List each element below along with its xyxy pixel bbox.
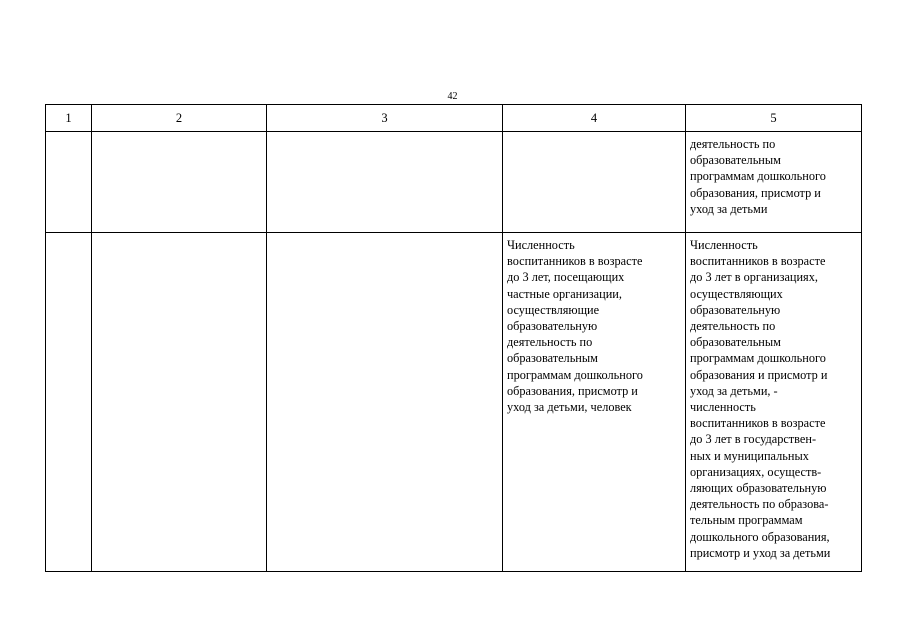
column-header-2: 2 <box>92 105 267 132</box>
document-table <box>45 104 862 572</box>
table-cell-col2 <box>92 132 267 233</box>
cell-text: деятельность по образовательным программам дошкольного образования, присмотр и уход за детьми <box>690 137 826 216</box>
table-cell-col1 <box>46 132 92 233</box>
table-row <box>46 233 862 572</box>
table-cell-col3 <box>267 132 503 233</box>
column-header-1: 1 <box>46 105 92 132</box>
table-header-row <box>46 105 862 132</box>
cell-text: Численность воспитанников в возрасте до 3 лет в организациях, осуществляющих образовательную деятельность по образовательным программам дошкольного образования и присмотр и уход за детьми, - численность воспитанников в возрасте до 3 лет в государствен- ных и муниципальных организациях, осуществ- ляющих образовательную деятельность по образова- тельным программам дошкольного образования, присмотр и уход за детьми <box>690 238 831 560</box>
page-number: 42 <box>447 91 458 102</box>
table-cell-col1 <box>46 233 92 572</box>
column-header-3: 3 <box>267 105 503 132</box>
table-row <box>46 132 862 233</box>
cell-text: Численность воспитанников в возрасте до 3 лет, посещающих частные организации, осуществляющие образовательную деятельность по образовательным программам дошкольного образования, присмотр и уход за детьми, человек <box>507 238 643 415</box>
column-header-5: 5 <box>686 105 862 132</box>
table-cell-col4 <box>503 233 686 572</box>
table-cell-col5 <box>686 233 862 572</box>
table-cell-col2 <box>92 233 267 572</box>
table-cell-col4 <box>503 132 686 233</box>
table-cell-col5 <box>686 132 862 233</box>
column-header-4: 4 <box>503 105 686 132</box>
table-cell-col3 <box>267 233 503 572</box>
